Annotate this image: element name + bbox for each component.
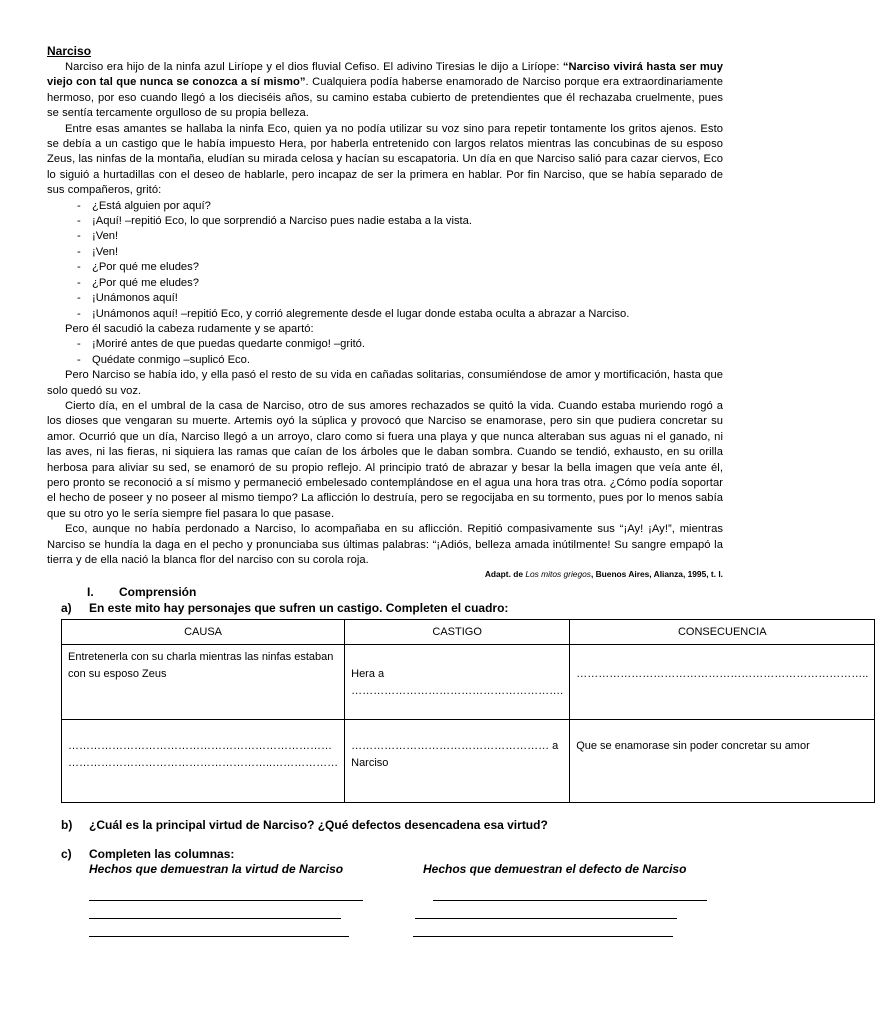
source-book-title: Los mitos griegos (525, 569, 591, 580)
cell-causa-2[interactable] (62, 720, 345, 803)
dialog-list-2 (47, 337, 723, 368)
dialog-line: - ¡Unámonos aquí! –repitió Eco, y corrió alegremente desde el lugar donde estaba oculta a abrazar a Narciso. (77, 307, 723, 322)
column-header-virtud: Hechos que demuestran la virtud de Narciso (89, 862, 344, 877)
fill-in-causa-2b[interactable]: ………………………………………………..……………… (68, 757, 339, 770)
question-b (61, 817, 723, 833)
dialog-line: - ¡Ven! (77, 245, 723, 260)
paragraph-1-text-c: . Cualquiera podía haberse enamorado de Narciso porque era extraordinariamente hermoso, por eso cuando llegó a los dieciséis años, su camino estaba cubierto de pretendientes que él rechazaba cruelmente, pues se sentía tercamente orgulloso de su propia belleza. (47, 76, 723, 120)
header-castigo: CASTIGO (345, 620, 570, 645)
question-letter: c) (61, 847, 72, 862)
dialog-line: - Quédate conmigo –suplicó Eco. (77, 353, 723, 368)
dialog-list-1 (47, 199, 723, 322)
story-paragraph-2: Entre esas amantes se hallaba la ninfa Eco, quien ya no podía utilizar su voz sino para repetir tontamente los gritos ajenos. Esto se debía a un castigo que le había impuesto Hera, por haberla entretenido con largos relatos mientras las concubinas de su esposo Zeus, las ninfas de la montaña, eludían su mirada celosa y hacían su escapatoria. Un día en que Narciso salió para cazar ciervos, Eco lo siguió a hurtadillas con el deseo de hablarle, pero incapaz de ser la primera en hablar. Por fin Narciso, que se había separado de sus compañeros, gritó: (47, 122, 723, 197)
answer-line-right[interactable] (415, 918, 677, 919)
answer-line-left[interactable] (89, 918, 341, 919)
question-letter: a) (61, 601, 72, 616)
story-paragraph-4: Pero Narciso se había ido, y ella pasó el resto de su vida en cañadas solitarias, consumiéndose de amor y mortificación, hasta que solo quedó su voz. (47, 369, 723, 397)
answer-line-left[interactable] (89, 900, 363, 901)
cell-castigo-2[interactable] (345, 720, 570, 803)
dialog-line: - ¿Por qué me eludes? (77, 276, 723, 291)
dialog-line: - ¿Por qué me eludes? (77, 260, 723, 275)
source-prefix: Adapt. de (484, 569, 526, 580)
fill-in-consecuencia-1[interactable]: …………………………………………………………………….. (576, 668, 869, 681)
question-text: Completen las columnas: (89, 847, 235, 862)
source-citation (47, 569, 723, 580)
question-text: En este mito hay personajes que sufren un castigo. Completen el cuadro: (89, 601, 509, 616)
question-c (61, 846, 723, 862)
story-paragraph-6: Eco, aunque no había perdonado a Narciso, lo acompañaba en su aflicción. Repitió compasivamente sus “¡Ay! ¡Ay!”, mientras Narciso se hundía la daga en el pecho y pronunciaba sus últimas palabras: “¡Adiós, belleza amada inútilmente! Su sangre empapó la tierra y de ella nació la blanca flor del narciso con su corola roja. (47, 523, 723, 566)
question-text: ¿Cuál es la principal virtud de Narciso? ¿Qué defectos desencadena esa virtud? (89, 818, 548, 833)
section-title: Comprensión (119, 585, 197, 600)
cell-consecuencia-1[interactable] (570, 645, 875, 720)
section-heading (87, 584, 723, 600)
question-letter: b) (61, 818, 73, 833)
answer-line-left[interactable] (89, 936, 349, 937)
table-row (62, 720, 875, 803)
worksheet-page (47, 44, 869, 952)
header-causa: CAUSA (62, 620, 345, 645)
fill-in-castigo-2[interactable]: ……………………………………………… a Narciso (351, 740, 559, 770)
cell-causa-1: Entretenerla con su charla mientras las ninfas estaban con su esposo Zeus (62, 645, 345, 720)
header-consecuencia: CONSECUENCIA (570, 620, 875, 645)
fill-in-castigo-1[interactable]: Hera a …………………………………………………. (351, 668, 564, 698)
dialog-line: - ¡Moriré antes de que puedas quedarte conmigo! –gritó. (77, 337, 723, 352)
story-title: Narciso (47, 44, 92, 58)
consecuencia-text-2: Que se enamorase sin poder concretar su amor (576, 740, 810, 753)
story-paragraph-5: Cierto día, en el umbral de la casa de Narciso, otro de sus amores rechazados se quitó la vida. Cuando estaba muriendo rogó a los dioses que vengaran su muerte. Artemis oyó la súplica y provocó que Narciso se enamorase, pero sin que pudiera concretar su amor. Ocurrió que un día, Narciso llegó a un arroyo, claro como si fuera una playa y que nunca alteraban sus aguas ni el ganado, ni las aves, ni las fieras, ni siquiera las ramas que caían de los árboles que le daban sombra. Cuando se tendió, exhausto, en su orilla herbosa para aliviar su sed, se enamoró de su propio reflejo. Al principio trató de abrazar y besar la bella imagen que veía ante él, pero pronto se reconoció a sí mismo y permaneció embelesado contemplándose en el agua una hora tras otra. ¿Cómo podía soportar el hecho de poseer y no poseer al mismo tiempo? La aflicción lo destruía, pero se regocijaba en su tormento, pues por lo menos sabía que su otro yo le sería siempre fiel pasara lo que pasase. (47, 399, 723, 520)
answer-columns (89, 862, 723, 952)
dialog-line: - ¡Ven! (77, 229, 723, 244)
punishment-table (61, 619, 875, 803)
table-row (62, 645, 875, 720)
fill-in-causa-2a[interactable]: ……………………………………………………………… (68, 740, 332, 753)
source-suffix: , Buenos Aires, Alianza, 1995, t. I. (590, 569, 723, 580)
column-header-defecto: Hechos que demuestran el defecto de Narciso (423, 862, 687, 877)
story-paragraph-1 (47, 60, 723, 122)
dialog-line: - ¿Está alguien por aquí? (77, 199, 723, 214)
answer-line-right[interactable] (413, 936, 673, 937)
story-paragraph-3: Pero él sacudió la cabeza rudamente y se apartó: (65, 322, 314, 335)
question-a (61, 600, 723, 616)
cell-castigo-1[interactable] (345, 645, 570, 720)
cell-consecuencia-2 (570, 720, 875, 803)
dialog-line: - ¡Unámonos aquí! (77, 291, 723, 306)
prophecy-quote: “Narciso vivirá hasta ser muy viejo con tal que nunca se conozca a sí mismo” (47, 61, 724, 89)
answer-line-right[interactable] (433, 900, 707, 901)
section-number: I. (87, 585, 94, 600)
paragraph-1-text-a: Narciso era hijo de la ninfa azul Liríope y el dios fluvial Cefiso. El adivino Tiresias le dijo a Liríope: (65, 61, 563, 73)
dialog-line: - ¡Aquí! –repitió Eco, lo que sorprendió a Narciso pues nadie estaba a la vista. (77, 214, 723, 229)
